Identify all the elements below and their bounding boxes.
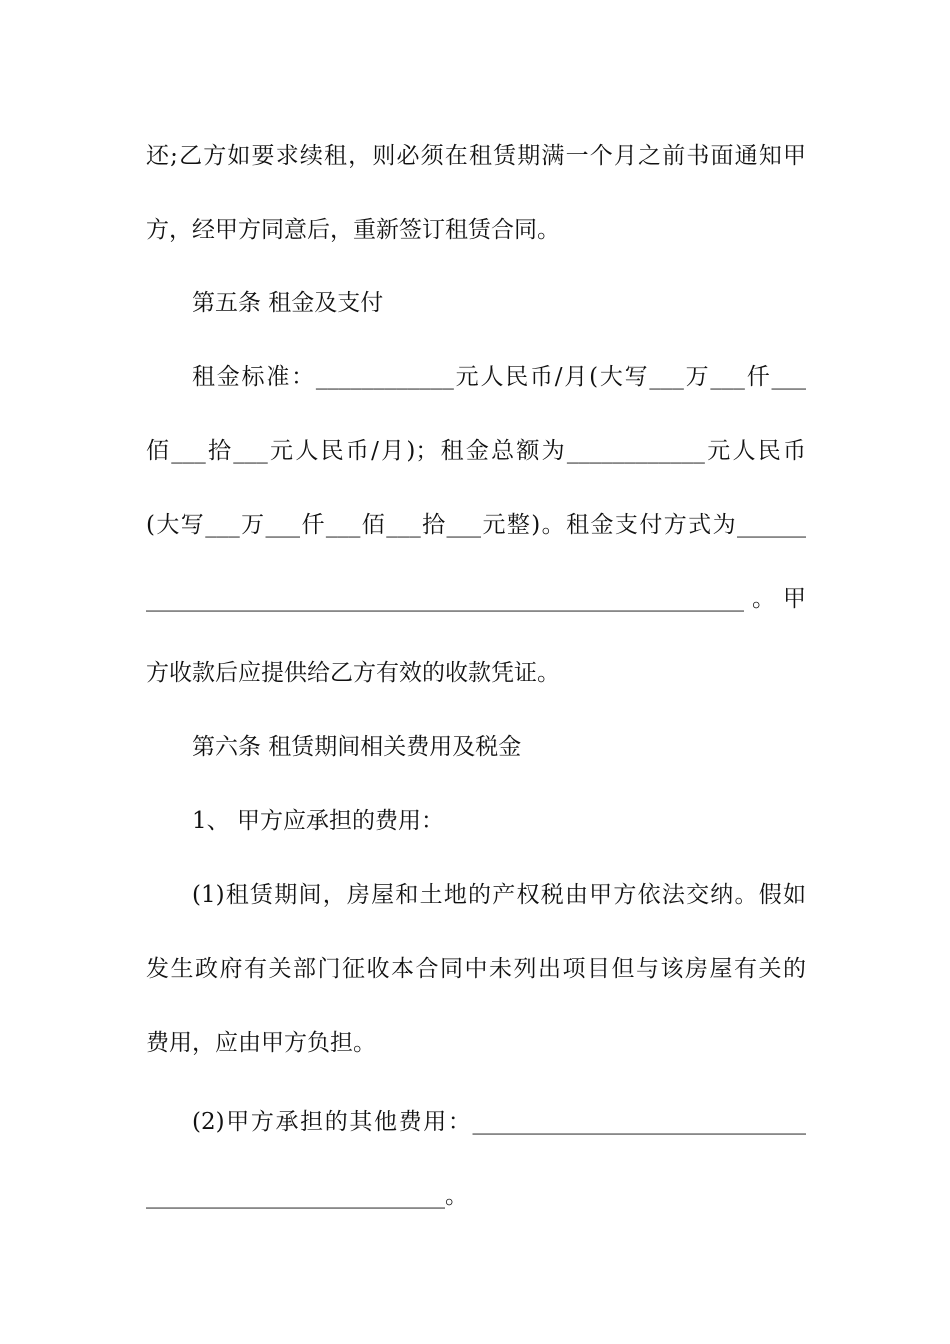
text-line: 方，经甲方同意后，重新签订租赁合同。: [146, 217, 560, 243]
text-line: ____________________________________________________。甲: [146, 586, 806, 612]
text-line: 还;乙方如要求续租，则必须在租赁期满一个月之前书面通知甲: [146, 143, 806, 169]
text-line: 费用，应由甲方负担。: [146, 1030, 376, 1056]
text-line: 租金标准：____________元人民币/月(大写___万___仟___: [192, 364, 806, 390]
list-item-heading: 1、 甲方应承担的费用：: [192, 808, 444, 834]
text-line: 佰___拾___元人民币/月)；租金总额为____________元人民币: [146, 438, 806, 464]
text-line: __________________________。: [146, 1183, 468, 1209]
text-line: 方收款后应提供给乙方有效的收款凭证。: [146, 660, 560, 686]
text-line: (大写___万___仟___佰___拾___元整)。租金支付方式为______: [146, 512, 806, 538]
text-line: (1)租赁期间，房屋和土地的产权税由甲方依法交纳。假如: [192, 882, 806, 908]
section-heading: 第五条 租金及支付: [192, 290, 384, 316]
text-line: 发生政府有关部门征收本合同中未列出项目但与该房屋有关的: [146, 956, 806, 982]
text-line: (2)甲方承担的其他费用：_____________________________: [192, 1109, 806, 1135]
section-heading: 第六条 租赁期间相关费用及税金: [192, 734, 522, 760]
